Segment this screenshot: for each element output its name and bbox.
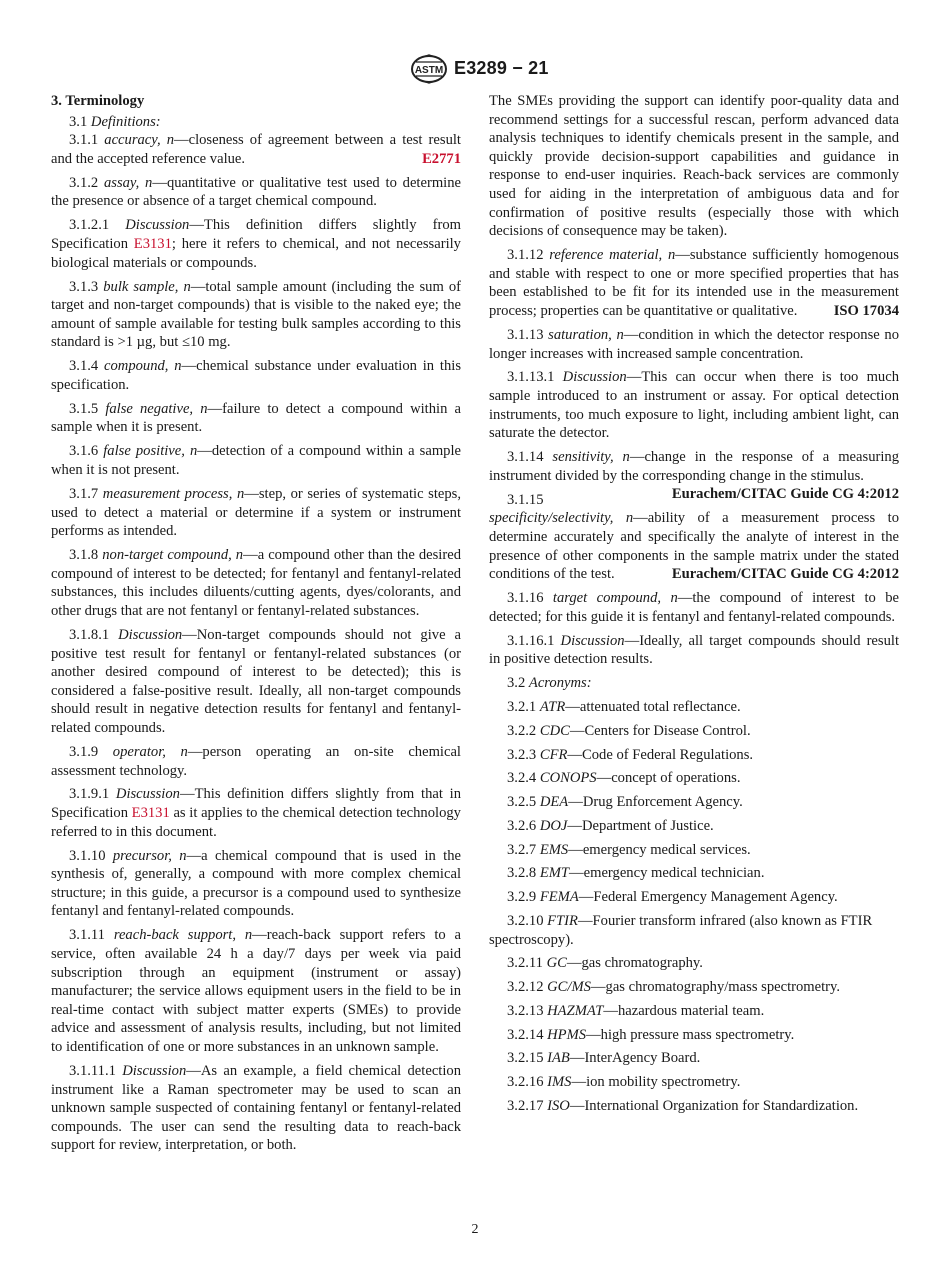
acronym-abbr: IMS [547, 1074, 572, 1091]
definition-text: ; here it refers to chemical, and not necessarily biological materials or compounds. [51, 235, 461, 271]
acronym-text: —Code of Federal Regulations. [567, 746, 754, 763]
acronym-abbr: GC/MS [547, 979, 591, 996]
acronym-text: —InterAgency Board. [569, 1050, 701, 1067]
definition-text: —reach-back support refers to a service, often available 24 h a day/7 days per week via paid subscription through an equipment (instrument or assay) manufacturer; the service allows equipment users in the field to be in real-time contact with subject matter experts (SMEs) to provide advice and assessment of analysis results, including, but not limited to identification of one or more substances in an unknown sample. [51, 927, 462, 1055]
definition-item [489, 491, 899, 584]
definition-term: sensitivity, n [552, 449, 630, 466]
definition-number: 3.1.16.1 [507, 632, 555, 649]
definition-number: 3.1.16 [507, 590, 544, 607]
definition-text: —a compound other than the desired compound of interest to be detected; for fentanyl and fentanyl-related substances, this includes diluents/cutting agents, dyes/colorants, and other drugs that are not fentanyl or fentanyl-related substances. [51, 547, 461, 619]
definition-term: Discussion [122, 1062, 187, 1079]
acronym-text: —Fourier transform infrared (also known as FTIR spectroscopy). [489, 912, 873, 948]
acronym-abbr: IAB [547, 1050, 570, 1067]
acronym-item [489, 864, 899, 883]
definition-number: 3.1.5 [69, 400, 99, 417]
acronym-abbr: HPMS [547, 1026, 587, 1043]
acronym-item [489, 722, 899, 741]
definition-item [489, 632, 899, 669]
definition-number: 3.1.14 [507, 449, 544, 466]
definition-term: false negative, n [105, 400, 208, 417]
acronym-number: 3.2.12 [507, 979, 544, 996]
definition-number: 3.1.13 [507, 326, 544, 343]
acronym-text: —high pressure mass spectrometry. [586, 1026, 795, 1043]
acronym-number: 3.2.11 [507, 955, 543, 972]
definition-text: —the compound of interest to be detected; for this guide it is fentanyl and fentanyl-related compounds. [489, 590, 900, 625]
acronym-abbr: FTIR [547, 912, 578, 929]
acronym-item [489, 769, 899, 788]
definition-term: Discussion [118, 626, 183, 643]
definition-item [489, 589, 899, 626]
definition-text: —detection of a compound within a sample when it is not present. [51, 443, 462, 479]
definition-term: bulk sample, n [103, 278, 191, 295]
definition-text: —Ideally, all target compounds should result in positive detection results. [489, 632, 899, 668]
acronym-item [489, 698, 899, 717]
definition-term: reach-back support, n [113, 927, 253, 944]
acronym-text: —ion mobility spectrometry. [571, 1074, 741, 1091]
acronym-item [489, 888, 899, 907]
acronym-number: 3.2.1 [507, 698, 537, 715]
definition-term: non-target compound, n [102, 547, 244, 564]
definition-term: operator, n [112, 743, 188, 760]
definition-text: —total sample amount (including the sum of target and non-target compounds) that is visible to the naked eye; the amount of sample available for testing bulk samples according to this standard is >1 µg, but ≤10 mg. [51, 278, 461, 351]
definition-number: 3.1.2.1 [69, 217, 110, 234]
definition-text: —ability of a measurement process to determine accurately and specifically the analyte of interest in the presence of other components in the sample matrix under the stated conditions of the test. [489, 510, 899, 583]
definition-term: Discussion [125, 217, 190, 234]
definition-item [51, 485, 461, 541]
definition-text: —closeness of agreement between a test result and the accepted reference value. [51, 132, 461, 167]
definition-term: Discussion [115, 786, 180, 803]
definition-number: 3.1.9.1 [69, 786, 110, 803]
acronym-number: 3.2.17 [507, 1098, 544, 1115]
right-definitions [489, 246, 899, 669]
definition-number: 3.1.13.1 [507, 369, 555, 386]
definition-item [51, 278, 461, 352]
definition-text: —This can occur when there is too much sample introduced to an instrument or assay. For optical detection instruments, too much exposure to light, including ambient light, can saturate the detector. [489, 369, 899, 442]
acronym-abbr: CDC [539, 722, 570, 739]
definition-term: target compound, n [552, 590, 678, 607]
definition-number: 3.1.7 [69, 486, 99, 503]
acronyms-heading: 3.2 Acronyms: [507, 675, 592, 692]
acronym-text: —emergency medical services. [568, 841, 751, 858]
left-column [51, 92, 461, 1160]
acronym-text: —emergency medical technician. [569, 865, 765, 882]
acronym-text: —Federal Emergency Management Agency. [578, 889, 838, 906]
acronym-item [489, 1073, 899, 1092]
acronym-item [489, 746, 899, 765]
definition-item [51, 546, 461, 620]
acronym-item [489, 912, 899, 949]
acronym-item [489, 793, 899, 812]
acronym-abbr: CFR [539, 746, 568, 763]
acronym-text: —Centers for Disease Control. [569, 722, 751, 739]
citation: Eurachem/CITAC Guide CG 4:2012 [671, 486, 899, 503]
definition-item [51, 357, 461, 394]
acronym-abbr: DEA [539, 794, 569, 811]
right-column [489, 92, 899, 1121]
acronym-item [489, 1049, 899, 1068]
definition-item [51, 626, 461, 738]
definition-term: measurement process, n [102, 486, 245, 503]
svg-text:ASTM: ASTM [414, 65, 444, 76]
definition-number: 3.1.11 [69, 927, 105, 944]
definition-number: 3.1.1 [69, 132, 99, 149]
acronym-abbr: FEMA [539, 889, 579, 906]
acronym-number: 3.2.9 [507, 889, 537, 906]
definition-number: 3.1.8.1 [69, 626, 110, 643]
acronym-number: 3.2.3 [507, 746, 537, 763]
definition-item [51, 847, 461, 921]
definition-term: reference material, n [549, 247, 676, 264]
acronym-number: 3.2.2 [507, 722, 537, 739]
acronym-number: 3.2.10 [507, 912, 544, 929]
definition-item [489, 326, 899, 363]
acronym-number: 3.2.16 [507, 1074, 544, 1091]
acronym-text: —Department of Justice. [567, 817, 714, 834]
definition-number: 3.1.8 [69, 547, 99, 564]
acronym-list [489, 698, 899, 1116]
acronym-number: 3.2.6 [507, 817, 537, 834]
definition-item [51, 442, 461, 479]
definition-term: accuracy, n [104, 132, 174, 149]
acronym-text: —gas chromatography/mass spectrometry. [590, 979, 841, 996]
definition-text: —This definition differs slightly from that in Specification [51, 786, 461, 822]
acronym-abbr: EMS [539, 841, 569, 858]
definition-term: false positive, n [103, 443, 198, 460]
citation[interactable]: E2771 [422, 150, 461, 167]
definition-number: 3.1.6 [69, 443, 99, 460]
definition-term: saturation, n [548, 326, 624, 343]
acronym-text: —concept of operations. [596, 770, 741, 787]
definition-text: —substance sufficiently homogenous and stable with respect to one or more specified properties that has been established to be fit for its intended use in the measurement process; properties can be quantitative or qualitative. [489, 247, 899, 319]
definition-text: —quantitative or qualitative test used to determine the presence or absence of a target chemical compound. [51, 174, 461, 210]
definition-text: —a chemical compound that is used in the synthesis of, generally, a compound with more complex chemical structure; in this guide, a precursor is a compound used to synthesize fentanyl and fentanyl-related compounds. [51, 847, 462, 920]
acronym-item [489, 954, 899, 973]
definition-text: —chemical substance under evaluation in this specification. [51, 358, 461, 393]
standard-link[interactable]: E3131 [133, 235, 172, 252]
definition-number: 3.1.4 [69, 358, 99, 375]
document-id: E3289 − 21 [454, 58, 549, 78]
acronym-item [489, 1002, 899, 1021]
definition-term: Discussion [560, 632, 625, 649]
acronym-text: —International Organization for Standardization. [569, 1098, 859, 1115]
definition-item [51, 1062, 461, 1155]
acronym-text: —hazardous material team. [603, 1002, 765, 1019]
acronym-number: 3.2.4 [507, 770, 537, 787]
page-header [0, 54, 950, 86]
definition-term: specificity/selectivity, n [489, 510, 634, 527]
definition-term: assay, n [103, 174, 153, 191]
definition-text: —failure to detect a compound within a sample when it is present. [51, 400, 461, 436]
definition-number: 3.1.9 [69, 743, 99, 760]
acronym-abbr: EMT [539, 865, 570, 882]
definition-number: 3.1.11.1 [69, 1062, 116, 1079]
definition-text: —As an example, a field chemical detection instrument like a Raman spectrometer may be used to scan an unknown sample suspected of containing fentanyl or fentanyl-related compounds. The user can send the resulting data to reach-back support for review, interpretation, or both. [51, 1062, 461, 1154]
acronym-number: 3.2.5 [507, 794, 537, 811]
section-title: 3. Terminology [51, 93, 145, 109]
citation: ISO 17034 [833, 302, 899, 319]
definition-text: —This definition differs slightly from Specification [51, 217, 461, 252]
acronym-number: 3.2.14 [507, 1026, 544, 1043]
acronym-abbr: ATR [539, 698, 566, 715]
definition-item [51, 743, 461, 780]
acronym-number: 3.2.8 [507, 865, 537, 882]
definition-term: precursor, n [112, 847, 187, 864]
definition-term: Discussion [562, 369, 627, 386]
definition-number: 3.1.2 [69, 174, 99, 191]
definition-item [51, 174, 461, 211]
citation: Eurachem/CITAC Guide CG 4:2012 [671, 566, 899, 583]
acronym-text: —attenuated total reflectance. [565, 698, 741, 715]
definitions-heading: 3.1 Definitions: [69, 113, 161, 130]
definition-item [489, 246, 899, 320]
definition-item [51, 926, 461, 1056]
definition-number: 3.1.15 [507, 491, 544, 508]
acronym-number: 3.2.13 [507, 1002, 544, 1019]
standard-link[interactable]: E3131 [131, 805, 170, 822]
acronym-item [489, 1097, 899, 1116]
definition-item [51, 131, 461, 168]
acronym-item [489, 817, 899, 836]
acronym-abbr: ISO [547, 1098, 570, 1115]
definition-text: as it applies to the chemical detection technology referred to in this document. [51, 805, 461, 840]
definition-text: —Non-target compounds should not give a positive test result for fentanyl or fentanyl-related substances (or another desired compound of interest to be detected); this is considered a false-positive result. Ideally, all non-target compounds should result in negative detection results for fentanyl and fentanyl-related compounds. [51, 626, 461, 736]
definition-item [51, 216, 461, 272]
definition-number: 3.1.10 [69, 847, 106, 864]
acronym-item [489, 841, 899, 860]
acronym-abbr: HAZMAT [547, 1002, 604, 1019]
definition-number: 3.1.3 [69, 278, 99, 295]
page-number: 2 [471, 1222, 479, 1237]
definition-item [51, 785, 461, 841]
acronym-abbr: GC [546, 955, 567, 972]
acronym-item [489, 978, 899, 997]
acronym-item [489, 1026, 899, 1045]
acronym-abbr: CONOPS [539, 770, 597, 787]
left-definitions [51, 131, 461, 1155]
acronym-text: —gas chromatography. [566, 955, 703, 972]
definition-text: —change in the response of a measuring instrument divided by the corresponding change in the stimulus. [489, 449, 899, 484]
reach-back-continuation: The SMEs providing the support can identify poor-quality data and recommend settings for a successful rescan, perform advanced data analysis techniques to identify chemicals present in the sample, and quickly provide decision-support capabilities and guidance in response to end-user inquiries. Reach-back services are commonly used for aiding in the interpretation of ambiguous data and for confirmation of positive results (especially those with which decisions of consequence may be taken). [489, 93, 899, 240]
astm-logo-icon [410, 54, 448, 84]
definition-number: 3.1.12 [507, 247, 544, 264]
definition-term: compound, n [104, 358, 182, 375]
acronym-abbr: DOJ [539, 817, 568, 834]
definition-text: —step, or series of systematic steps, used to detect a material or determine if a system or instrument performs as intended. [51, 486, 461, 540]
definition-item [489, 368, 899, 442]
acronym-number: 3.2.7 [507, 841, 537, 858]
acronym-text: —Drug Enforcement Agency. [568, 794, 743, 811]
acronym-number: 3.2.15 [507, 1050, 544, 1067]
definition-item [51, 400, 461, 437]
definition-text: —condition in which the detector response no longer increases with increased sample concentration. [489, 326, 899, 362]
definition-text: —person operating an on-site chemical assessment technology. [51, 743, 461, 779]
